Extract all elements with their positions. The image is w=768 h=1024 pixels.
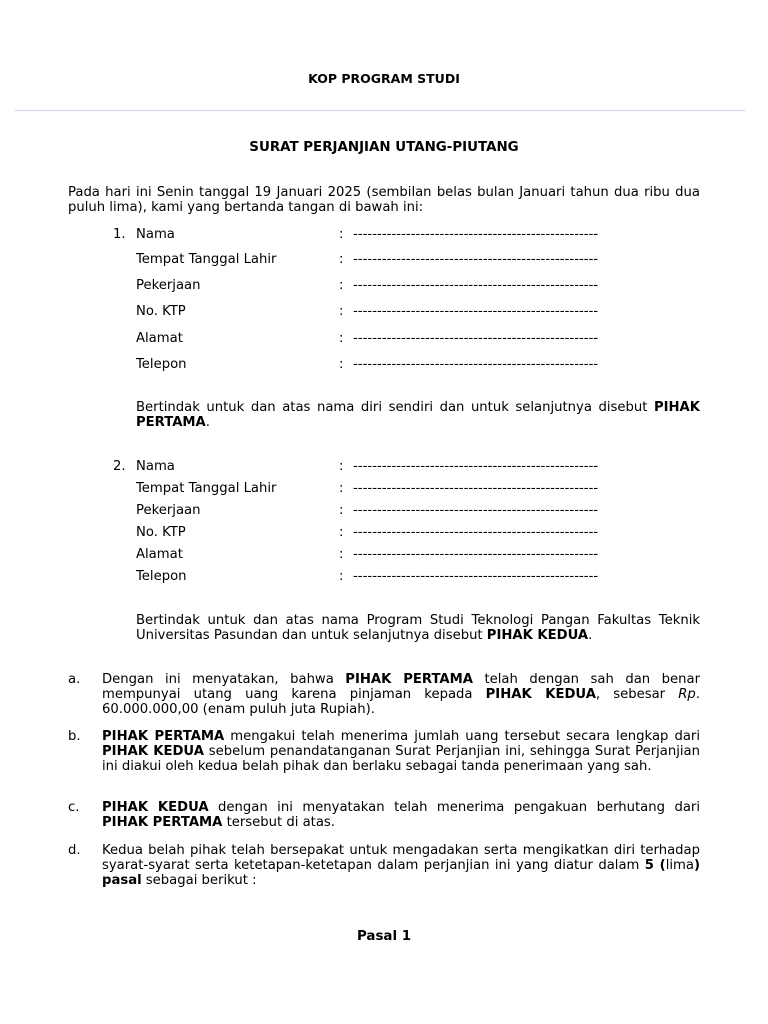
party-1-row-nama [0,227,768,243]
italic-run: Rp [678,687,696,702]
party-1-row-alamat [0,331,768,347]
party-2-row-ktp [0,525,768,541]
field-colon: : [339,481,344,496]
pasal-heading: Pasal 1 [356,929,412,944]
field-blank: --------------------------------------------------- [353,547,599,562]
bold-run: PIHAK KEDUA [102,800,209,815]
field-label: Tempat Tanggal Lahir [136,481,277,496]
text-run: . 60.000.000,00 (enam puluh juta Rupiah). [102,687,701,717]
party-1-row-ktp [0,304,768,320]
point-c-marker: c. [68,800,80,815]
party-2-row-nama [0,459,768,475]
field-colon: : [339,503,344,518]
party-1-number: 1. [113,227,126,242]
text-run: tersebut di atas. [222,815,335,830]
field-label: Alamat [136,331,183,346]
field-label: No. KTP [136,304,186,319]
point-b-marker: b. [68,729,81,744]
text-run: dengan ini menyatakan telah menerima pengakuan berhutang dari [208,800,700,815]
field-blank: --------------------------------------------------- [353,481,599,496]
party-designation: PIHAK PERTAMA [136,400,700,430]
field-label: Nama [136,227,175,242]
text-run: Dengan ini menyatakan, bahwa [102,672,346,687]
point-b-text [102,729,700,774]
party-1-statement [136,400,700,430]
field-blank: --------------------------------------------------- [353,503,599,518]
field-label: Alamat [136,547,183,562]
point-a-marker: a. [68,672,81,687]
party-2-row-telepon [0,569,768,585]
field-colon: : [339,459,344,474]
field-label: Telepon [136,357,187,372]
party-2-row-pekerjaan [0,503,768,519]
text-run: lima [665,858,694,873]
field-blank: --------------------------------------------------- [353,357,599,372]
field-colon: : [339,227,344,242]
statement-end: . [205,415,210,430]
field-blank: --------------------------------------------------- [353,459,599,474]
field-blank: --------------------------------------------------- [353,278,599,293]
intro-paragraph: Pada hari ini Senin tanggal 19 Januari 2025 (sembilan belas bulan Januari tahun dua ribu dua puluh lima), kami yang bertanda tangan di bawah ini: [68,185,700,215]
bold-run: ) pasal [102,858,701,888]
field-blank: --------------------------------------------------- [353,227,599,242]
field-colon: : [339,547,344,562]
bold-run: PIHAK KEDUA [485,687,596,702]
field-label: Pekerjaan [136,503,201,518]
field-label: No. KTP [136,525,186,540]
field-colon: : [339,569,344,584]
bold-run: 5 ( [644,858,666,873]
statement-end: . [588,628,593,643]
statement-text: Bertindak untuk dan atas nama Program Studi Teknologi Pangan Fakultas Teknik Universitas Pasundan dan untuk selanjutnya disebut [136,613,700,643]
field-label: Nama [136,459,175,474]
letterhead-title: KOP PROGRAM STUDI [308,71,460,86]
field-colon: : [339,331,344,346]
field-blank: --------------------------------------------------- [353,525,599,540]
field-colon: : [339,252,344,267]
bold-run: PIHAK KEDUA [102,744,204,759]
field-blank: --------------------------------------------------- [353,331,599,346]
field-colon: : [339,525,344,540]
party-1-row-telepon [0,357,768,373]
field-colon: : [339,304,344,319]
field-label: Tempat Tanggal Lahir [136,252,277,267]
party-2-row-ttl [0,481,768,497]
text-run: sebelum penandatanganan Surat Perjanjian ini, sehingga Surat Perjanjian ini diakui oleh kedua belah pihak dan berlaku sebagai tanda penerimaan yang sah. [102,744,700,774]
field-label: Telepon [136,569,187,584]
document-title: SURAT PERJANJIAN UTANG-PIUTANG [249,140,519,155]
text-run: mengakui telah menerima jumlah uang tersebut secara lengkap dari [224,729,700,744]
field-blank: --------------------------------------------------- [353,304,599,319]
point-a-text [102,672,700,717]
field-label: Pekerjaan [136,278,201,293]
party-2-statement [136,613,700,643]
field-colon: : [339,357,344,372]
point-d-marker: d. [68,843,81,858]
point-d-text [102,843,700,888]
bold-run: PIHAK PERTAMA [345,672,473,687]
field-colon: : [339,278,344,293]
text-run: sebagai berikut : [141,873,257,888]
party-2-row-alamat [0,547,768,563]
field-blank: --------------------------------------------------- [353,252,599,267]
text-run: , sebesar [595,687,679,702]
point-c-text [102,800,700,830]
text-run: telah dengan sah dan benar mempunyai utang uang karena pinjaman kepada [102,672,700,702]
bold-run: PIHAK PERTAMA [102,815,223,830]
bold-run: PIHAK PERTAMA [102,729,225,744]
field-blank: --------------------------------------------------- [353,569,599,584]
party-designation: PIHAK KEDUA [486,628,589,643]
party-2-number: 2. [113,459,126,474]
statement-text: Bertindak untuk dan atas nama diri sendiri dan untuk selanjutnya disebut [136,400,654,415]
text-run: Kedua belah pihak telah bersepakat untuk mengadakan serta mengikatkan diri terhadap syarat-syarat serta ketetapan-ketetapan dalam perjanjian ini yang diatur dalam [102,843,700,873]
header-divider [15,110,745,111]
party-1-row-ttl [0,252,768,268]
party-1-row-pekerjaan [0,278,768,294]
